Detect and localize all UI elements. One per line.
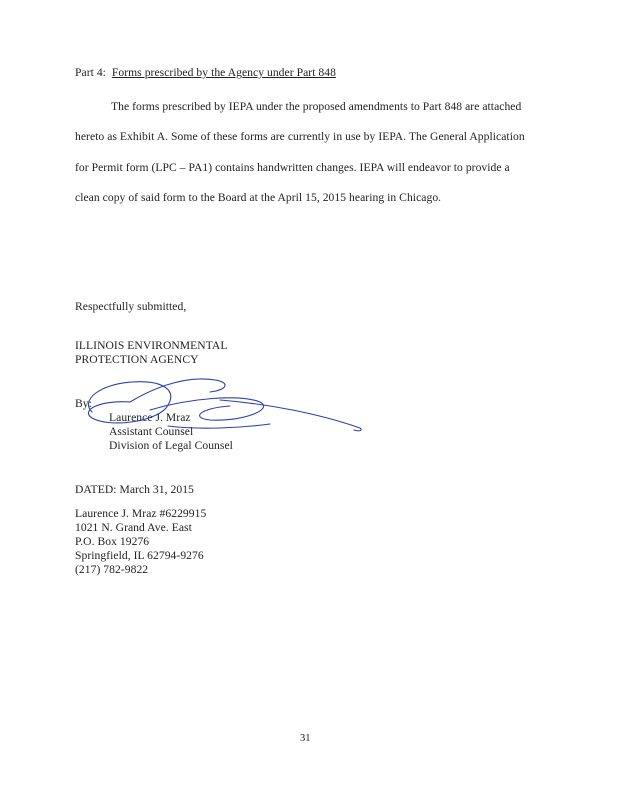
- part-heading-title: Forms prescribed by the Agency under Part 848: [111, 66, 336, 79]
- body-line-4: clean copy of said form to the Board at the April 15, 2015 hearing in Chicago.: [75, 191, 442, 204]
- signature-stroke-low: [168, 424, 270, 428]
- page-number: 31: [300, 733, 311, 744]
- signer-title: Assistant Counsel: [109, 425, 194, 438]
- dated-line: DATED: March 31, 2015: [75, 483, 194, 496]
- part-heading: [75, 66, 336, 79]
- address-line-5: (217) 782-9822: [75, 563, 149, 576]
- address-line-2: 1021 N. Grand Ave. East: [75, 521, 192, 534]
- signature-stroke-tail: [220, 400, 361, 431]
- signer-name: Laurence J. Mraz: [109, 411, 191, 424]
- address-line-4: Springfield, IL 62794-9276: [75, 549, 204, 562]
- agency-line-2: PROTECTION AGENCY: [75, 353, 199, 366]
- body-line-1: The forms prescribed by IEPA under the proposed amendments to Part 848 are attached: [111, 100, 522, 113]
- signer-division: Division of Legal Counsel: [109, 439, 233, 452]
- part-heading-prefix: Part 4:: [75, 66, 106, 79]
- signature-stroke-middle: [150, 398, 264, 420]
- by-label: By:: [75, 397, 92, 410]
- body-line-2: hereto as Exhibit A. Some of these forms are currently in use by IEPA. The General Application: [75, 130, 525, 143]
- address-line-1: Laurence J. Mraz #6229915: [75, 507, 207, 520]
- closing-text: Respectfully submitted,: [75, 300, 187, 313]
- handwritten-signature: [70, 370, 370, 440]
- agency-line-1: ILLINOIS ENVIRONMENTAL: [75, 339, 228, 352]
- body-line-3: for Permit form (LPC – PA1) contains handwritten changes. IEPA will endeavor to provide a: [75, 161, 510, 174]
- address-line-3: P.O. Box 19276: [75, 535, 150, 548]
